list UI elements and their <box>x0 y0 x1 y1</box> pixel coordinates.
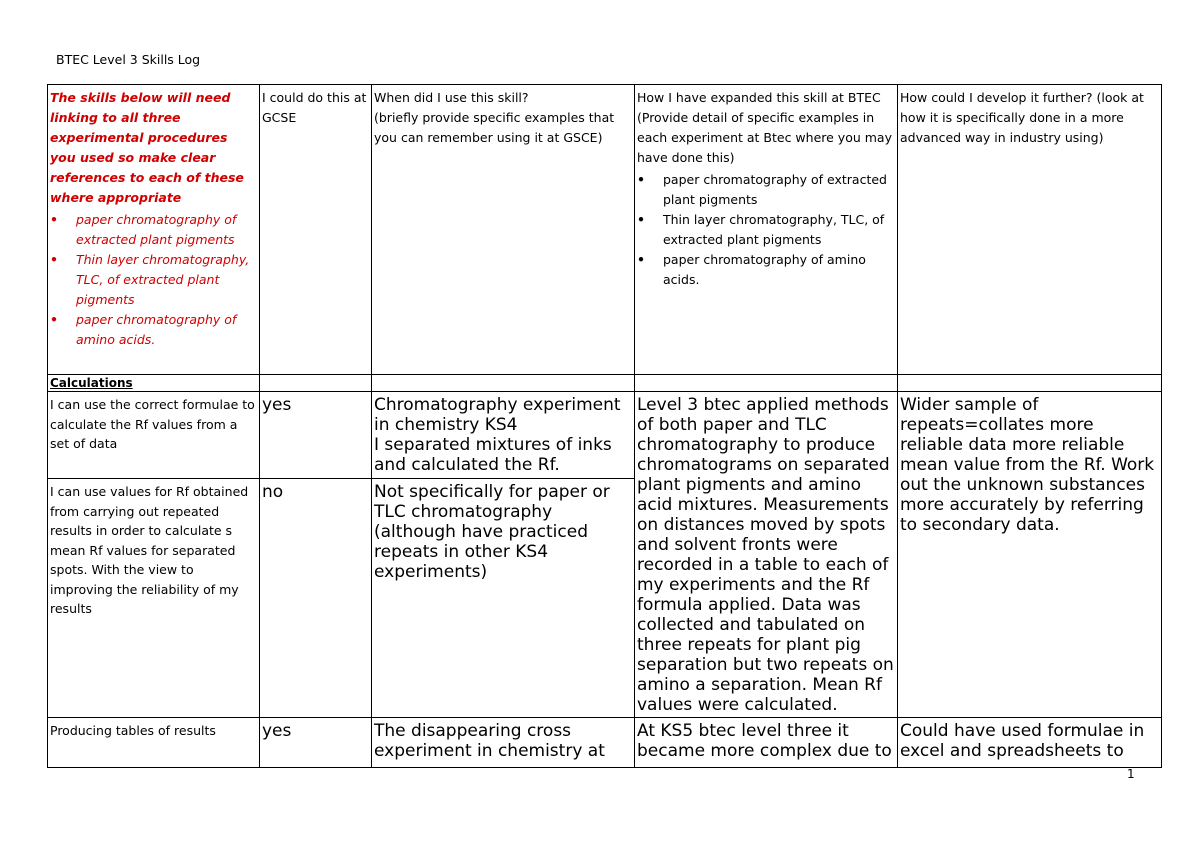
skills-log-table <box>47 84 1162 768</box>
gcse-answer: yes <box>260 718 372 768</box>
btec-experiment-item: • paper chromatography of extracted plant pigments <box>663 170 895 210</box>
header-develop-further: How could I develop it further? (look at how it is specifically done in a more advanced way in industry using) <box>898 85 1162 375</box>
when-used-cell: Chromatography experiment in chemistry KS4 I separated mixtures of inks and calculated the Rf. <box>372 392 635 479</box>
develop-further-cell: Wider sample of repeats=collates more reliable data more reliable mean value from the Rf. Work out the unknown substances more accurately by referring to secondary data. <box>898 392 1162 718</box>
skill-cell: Producing tables of results <box>48 718 260 768</box>
experiment-item: • paper chromatography of amino acids. <box>76 310 257 350</box>
header-row <box>48 85 1162 375</box>
experiment-item: • paper chromatography of extracted plant pigments <box>76 210 257 250</box>
btec-experiment-list <box>637 170 895 290</box>
table-row <box>48 392 1162 479</box>
section-title: Calculations <box>48 375 260 392</box>
header-btec-expanded: How I have expanded this skill at BTEC (Provide detail of specific examples in each experiment at Btec where you may have done this) • paper chromatography of extracted plant pigments • Thin layer chromatography, TLC, of extracted plant pigments • paper chromatography of amino acids. <box>635 85 898 375</box>
btec-experiment-item: • paper chromatography of amino acids. <box>663 250 895 290</box>
header-when-used: When did I use this skill? (briefly provide specific examples that you can remember using it at GSCE) <box>372 85 635 375</box>
develop-further-cell: Could have used formulae in excel and spreadsheets to <box>898 718 1162 768</box>
skills-intro-text: The skills below will need linking to all three experimental procedures you used so make clear references to each of these where appropriate <box>50 90 244 205</box>
skill-cell: I can use the correct formulae to calculate the Rf values from a set of data <box>48 392 260 479</box>
header-skills-cell <box>48 85 260 375</box>
btec-expanded-cell: Level 3 btec applied methods of both paper and TLC chromatography to produce chromatograms on separated plant pigments and amino acid mixtures. Measurements on distances moved by spots and solvent fronts were recorded in a table to each of my experiments and the Rf formula applied. Data was collected and tabulated on three repeats for plant pig separation but two repeats on amino a separation. Mean Rf values were calculated. <box>635 392 898 718</box>
header-gcse: I could do this at GCSE <box>260 85 372 375</box>
when-used-cell: Not specifically for paper or TLC chromatography (although have practiced repeats in other KS4 experiments) <box>372 479 635 718</box>
btec-experiment-item: • Thin layer chromatography, TLC, of extracted plant pigments <box>663 210 895 250</box>
table-row <box>48 718 1162 768</box>
section-row <box>48 375 1162 392</box>
experiment-list <box>50 210 257 350</box>
gcse-answer: no <box>260 479 372 718</box>
when-used-cell: The disappearing cross experiment in chemistry at <box>372 718 635 768</box>
gcse-answer: yes <box>260 392 372 479</box>
experiment-item: • Thin layer chromatography, TLC, of extracted plant pigments <box>76 250 257 310</box>
page-number: 1 <box>1127 767 1135 781</box>
btec-expanded-cell: At KS5 btec level three it became more complex due to <box>635 718 898 768</box>
skill-cell: I can use values for Rf obtained from carrying out repeated results in order to calculate s mean Rf values for separated spots. With the view to improving the reliability of my results <box>48 479 260 718</box>
document-title: BTEC Level 3 Skills Log <box>56 52 201 67</box>
